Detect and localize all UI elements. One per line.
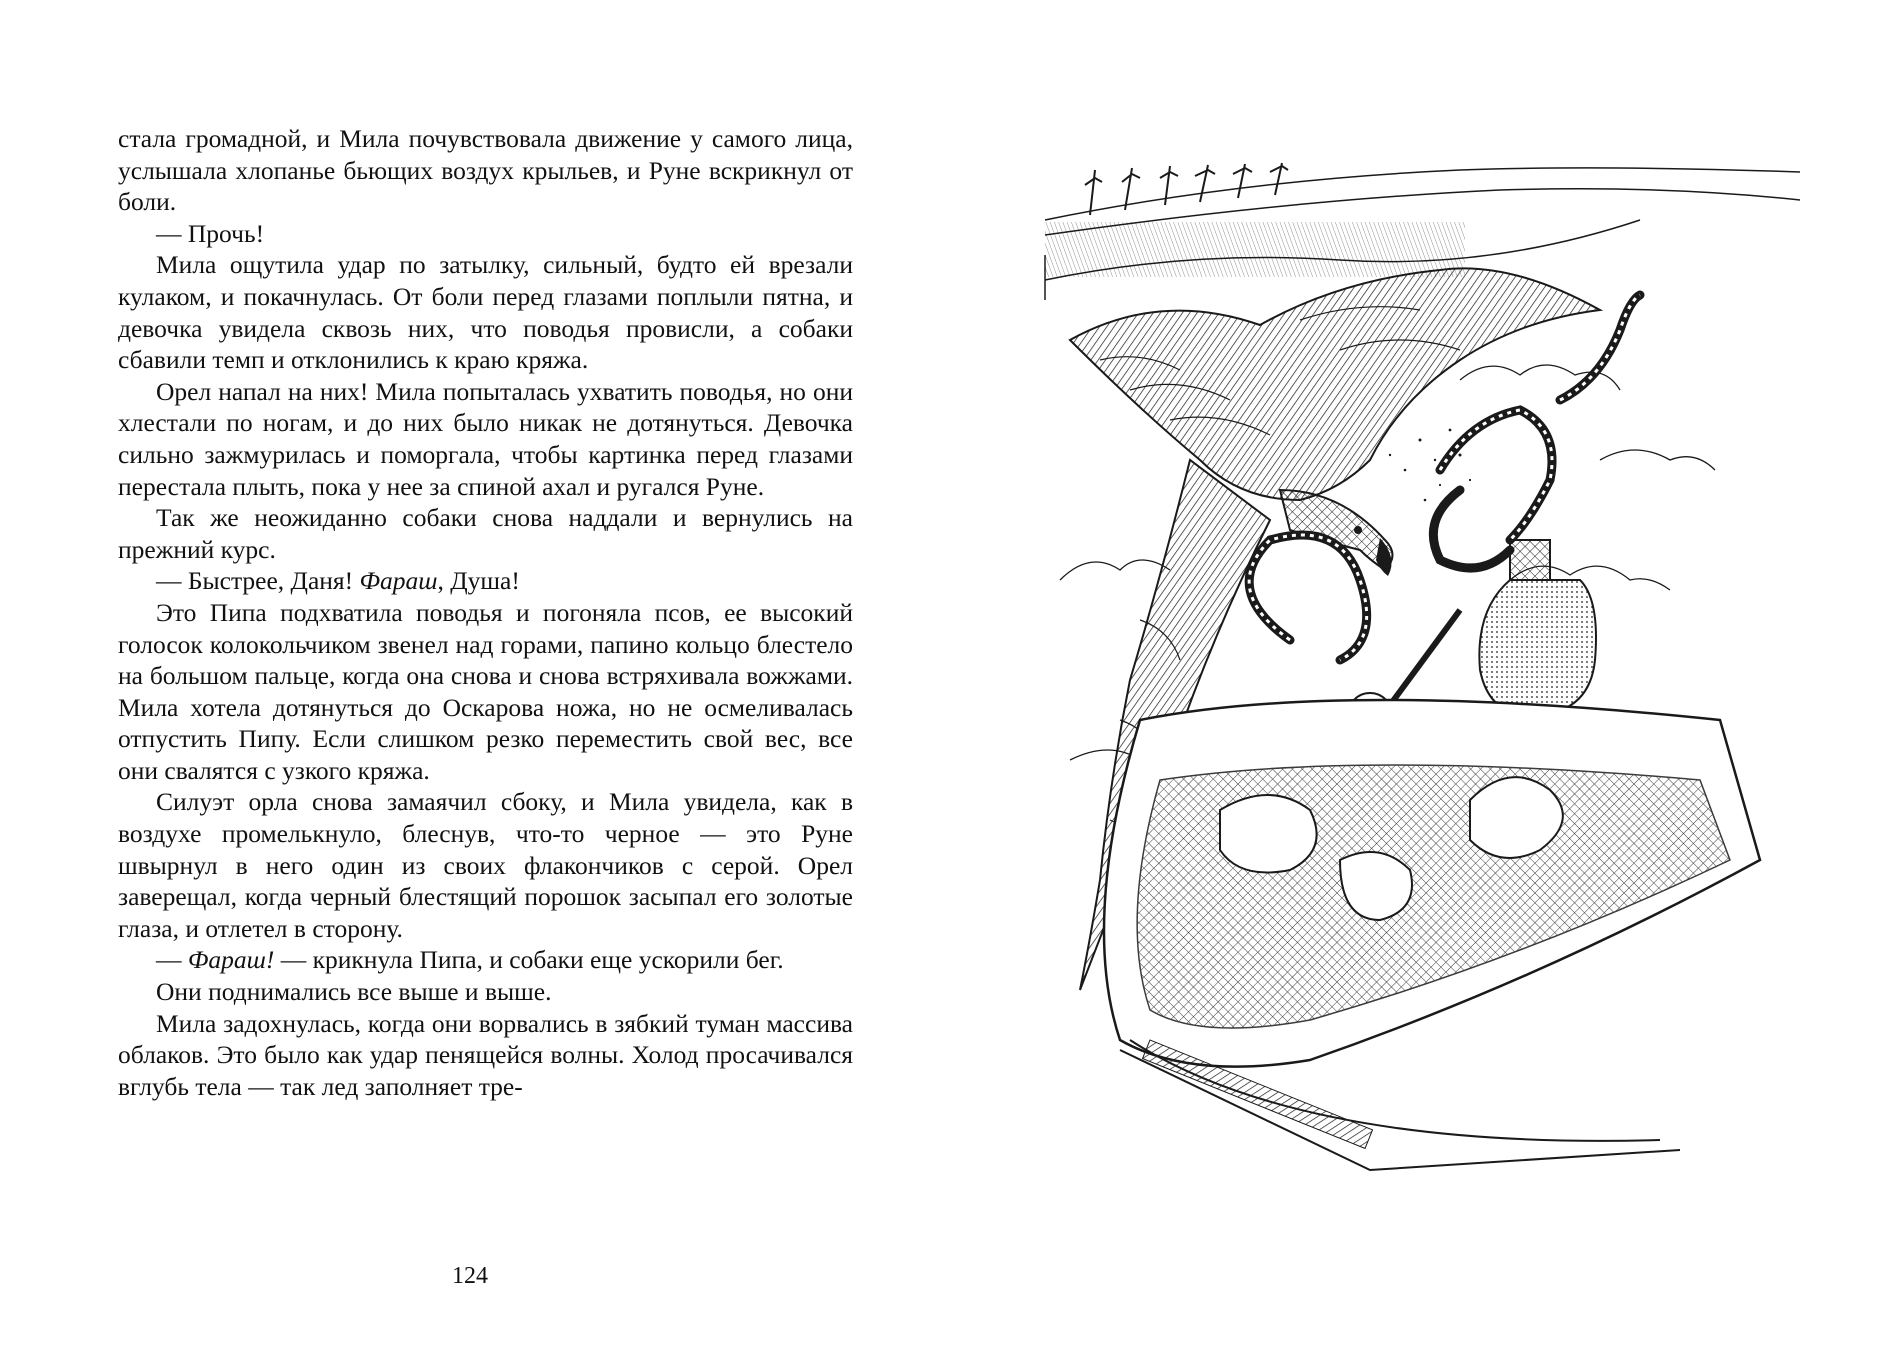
paragraph <box>118 249 853 375</box>
text-run: — Прочь! <box>156 218 265 248</box>
paragraph <box>118 944 853 976</box>
text-run: — крикнула Пипа, и собаки еще ускорили бег. <box>274 945 784 975</box>
text-page <box>118 123 853 1102</box>
text-run: Орел напал на них! Мила попыталась ухватить поводья, но они хлестали по ногам, и до них было никак не дотянуться. Девочка сильно зажмурилась и поморгала, чтобы картинка перед глазами перестала плыть, пока у нее за спиной ахал и ругался Руне. <box>118 376 853 501</box>
illustration-eagle-attack <box>1040 160 1810 1210</box>
text-run: Силуэт орла снова замаячил сбоку, и Мила увидела, как в воздухе промелькнуло, блеснув, что-то черное — это Руне швырнул в него один из своих флакончиков с серой. Орел заверещал, когда черный блестящий порошок засыпал его золотые глаза, и отлетел в сторону. <box>118 787 853 943</box>
paragraph <box>118 218 853 250</box>
text-run: Так же неожиданно собаки снова наддали и вернулись на прежний курс. <box>118 503 853 564</box>
italic-text: Фараш! <box>187 945 275 975</box>
text-run: — Быстрее, Даня! <box>156 566 360 596</box>
text-run: — <box>156 945 188 975</box>
text-run: Мила задохнулась, когда они ворвались в зябкий туман массива облаков. Это было как удар пенящейся волны. Холод просачивался вглубь тела — так лед заполняет тре- <box>118 1008 853 1101</box>
paragraph <box>118 786 853 944</box>
paragraph <box>118 597 853 787</box>
paragraph <box>118 565 853 597</box>
flying-carpet <box>1104 700 1760 1170</box>
text-run: , Душа! <box>437 566 520 596</box>
paragraph <box>118 123 853 218</box>
paragraph <box>118 376 853 502</box>
page-number: 124 <box>452 1263 488 1289</box>
paragraph <box>118 502 853 565</box>
paragraph <box>118 976 853 1008</box>
illustration <box>1040 160 1810 1210</box>
text-run: Мила ощутила удар по затылку, сильный, будто ей врезали кулаком, и покачнулась. От боли перед глазами поплыли пятна, и девочка увидела сквозь них, что поводья провисли, а собаки сбавили темп и отклонились к краю кряжа. <box>118 250 853 375</box>
text-run: Они поднимались все выше и выше. <box>156 977 552 1007</box>
text-run: стала громадной, и Мила почувствовала движение у самого лица, услышала хлопанье бьющих воздух крыльев, и Руне вскрикнул от боли. <box>118 124 853 217</box>
paragraph <box>118 1008 853 1103</box>
italic-text: Фараш <box>359 566 438 596</box>
text-run: Это Пипа подхватила поводья и погоняла псов, ее высокий голосок колокольчиком звенел над горами, папино кольцо блестело на большом пальце, когда она снова и снова встряхивала вожжами. Мила хотела дотянуться до Оскарова ножа, но не осмеливалась отпустить Пипу. Если слишком резко переместить свой вес, все они свалятся с узкого кряжа. <box>118 597 853 785</box>
